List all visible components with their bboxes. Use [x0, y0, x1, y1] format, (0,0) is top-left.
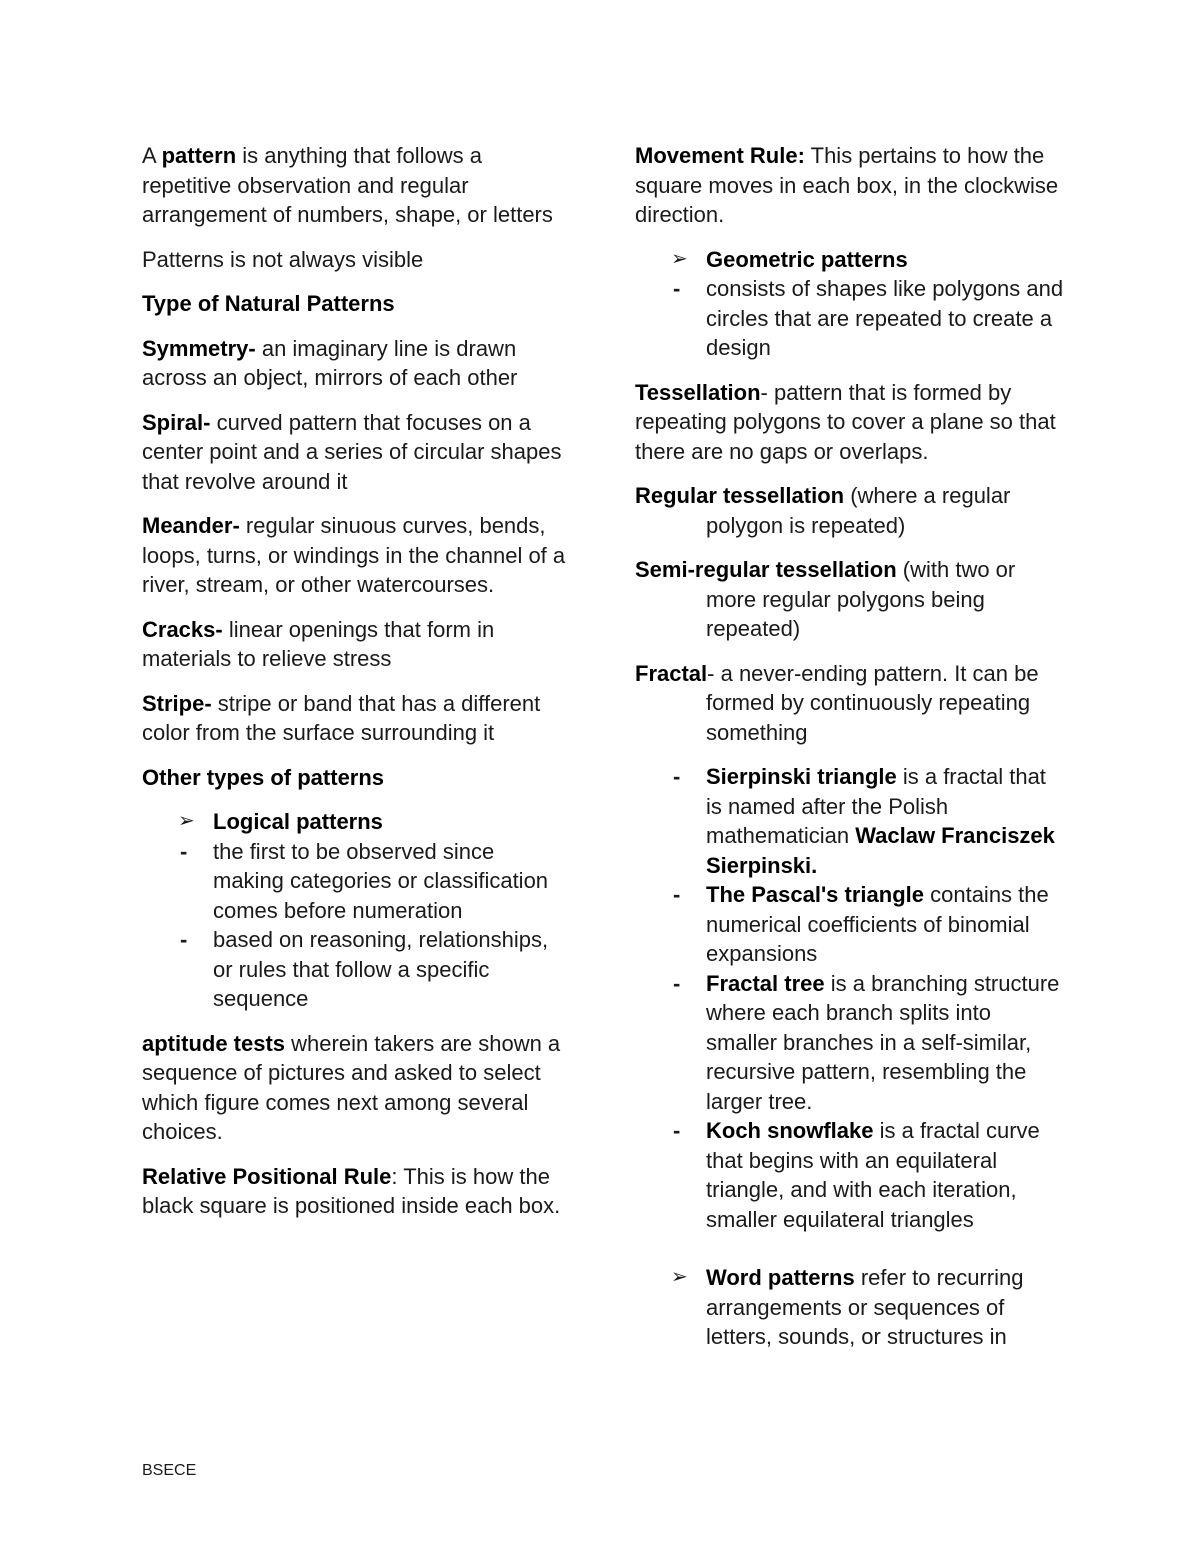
cracks-definition: Cracks- linear openings that form in materials to relieve stress: [142, 616, 495, 671]
semi-regular-tessellation: Semi-regular tessellation (with two or more regular polygons being repeated): [635, 557, 1016, 641]
term-pattern: pattern: [161, 143, 237, 168]
arrow-bullet-icon: ➢: [671, 1266, 688, 1288]
dash-bullet-icon: -: [673, 764, 681, 789]
spiral-definition: Spiral- curved pattern that focuses on a center point and a series of circular shapes that revolve around it: [142, 409, 562, 494]
list-item-sierpinski: - Sierpinski triangle is a fractal that is named after the Polish mathematician Waclaw Franciszek Sierpinski.: [673, 764, 1055, 878]
heading-other-patterns: Other types of patterns: [142, 764, 385, 790]
logical-patterns-list: [142, 837, 567, 1014]
geometric-patterns-list: [635, 274, 1065, 363]
list-item-fractal-tree: - Fractal tree is a branching structure where each branch splits into smaller branches in a self-similar, recursive pattern, resembling the larger tree.: [673, 970, 1060, 1114]
list-item: - the first to be observed since making categories or classification comes before numeration: [180, 838, 549, 923]
movement-rule: Movement Rule: This pertains to how the square moves in each box, in the clockwise direction.: [635, 143, 1059, 227]
arrow-bullet-icon: ➢: [178, 810, 195, 832]
dash-bullet-icon: -: [180, 838, 188, 864]
dash-bullet-icon: -: [673, 1118, 681, 1143]
page-footer: BSECE: [142, 1462, 197, 1479]
arrow-bullet-icon: ➢: [671, 247, 688, 270]
dash-bullet-icon: -: [180, 927, 188, 952]
list-item-pascal: - The Pascal's triangle contains the numerical coefficients of binomial expansions: [673, 882, 1049, 966]
pattern-definition: A pattern is anything that follows a repetitive observation and regular arrangement of numbers, shape, or letters: [142, 143, 553, 227]
fractal-examples-list: [635, 762, 1065, 1234]
visibility-note: Patterns is not always visible: [142, 246, 424, 272]
left-column: [142, 141, 567, 1236]
meander-definition: Meander- regular sinuous curves, bends, loops, turns, or windings in the channel of a river, stream, or other watercourses.: [142, 513, 566, 597]
dash-bullet-icon: -: [673, 882, 681, 907]
fractal-definition: Fractal- a never-ending pattern. It can be formed by continuously repeating something: [635, 660, 1039, 745]
geometric-patterns-heading: ➢ Geometric patterns: [635, 245, 1065, 275]
stripe-definition: Stripe- stripe or band that has a different color from the surface surrounding it: [142, 690, 541, 745]
aptitude-tests-paragraph: aptitude tests wherein takers are shown a sequence of pictures and asked to select which figure comes next among several choices.: [142, 1030, 561, 1144]
list-item: - based on reasoning, relationships, or rules that follow a specific sequence: [180, 927, 549, 1011]
logical-patterns-heading: ➢ Logical patterns: [142, 807, 567, 837]
right-column: [635, 141, 1065, 1352]
regular-tessellation: Regular tessellation (where a regular polygon is repeated): [635, 483, 1011, 538]
relative-positional-rule: Relative Positional Rule: This is how the black square is positioned inside each box.: [142, 1163, 561, 1218]
list-item-koch: - Koch snowflake is a fractal curve that begins with an equilateral triangle, and with each iteration, smaller equilateral triangles: [673, 1118, 1040, 1232]
dash-bullet-icon: -: [673, 276, 681, 301]
tessellation-definition: Tessellation- pattern that is formed by repeating polygons to cover a plane so that there are no gaps or overlaps.: [635, 379, 1056, 464]
list-item: - consists of shapes like polygons and circles that are repeated to create a design: [673, 276, 1064, 360]
dash-bullet-icon: -: [673, 970, 681, 996]
symmetry-definition: Symmetry- an imaginary line is drawn across an object, mirrors of each other: [142, 335, 518, 390]
word-patterns-paragraph: ➢ Word patterns refer to recurring arrangements or sequences of letters, sounds, or structures in: [671, 1265, 1024, 1349]
heading-natural-patterns: Type of Natural Patterns: [142, 291, 395, 316]
